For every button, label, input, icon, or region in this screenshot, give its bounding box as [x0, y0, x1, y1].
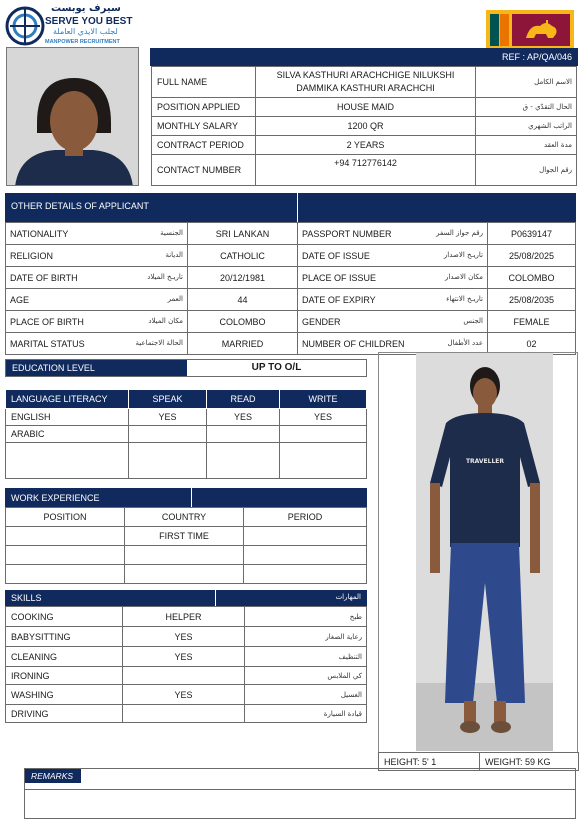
work-position	[6, 527, 125, 546]
summary-value: 2 YEARS	[256, 136, 476, 155]
language-name: ARABIC	[6, 426, 129, 443]
detail-value: 20/12/1981	[188, 267, 298, 289]
height-value: HEIGHT: 5' 1	[379, 753, 480, 771]
summary-row	[152, 117, 577, 136]
weight-value: WEIGHT: 59 KG	[480, 753, 579, 771]
skill-value: YES	[123, 647, 245, 667]
detail-label: AGE العمر	[6, 289, 188, 311]
summary-row	[152, 136, 577, 155]
language-header: LANGUAGE LITERACY	[6, 390, 129, 409]
detail-value: P0639147	[488, 223, 576, 245]
remarks-label: REMARKS	[25, 769, 81, 783]
summary-arabic-label: الراتب الشهري	[476, 117, 577, 136]
skill-value: YES	[123, 627, 245, 647]
speak-header: SPEAK	[129, 390, 207, 409]
skill-name: BABYSITTING	[6, 627, 123, 647]
write-value: YES	[280, 409, 367, 426]
summary-row	[152, 67, 577, 98]
skill-name: IRONING	[6, 667, 123, 685]
detail-value: 44	[188, 289, 298, 311]
skill-row	[6, 685, 367, 705]
globe-icon	[5, 6, 45, 46]
detail-value: COLOMBO	[488, 267, 576, 289]
skill-arabic: قيادة السيارة	[245, 705, 367, 723]
skills-header	[5, 590, 367, 606]
skill-arabic: طبخ	[245, 607, 367, 627]
skill-value	[123, 667, 245, 685]
ref-number: REF : AP/QA/046	[501, 52, 572, 62]
work-row	[6, 565, 367, 584]
summary-arabic-label: رقم الجوال	[476, 155, 577, 186]
summary-value: 1200 QR	[256, 117, 476, 136]
summary-arabic-label: الحال التقدّي - ق	[476, 98, 577, 117]
company-logo	[5, 4, 145, 48]
logo-arabic-sub: لجلب الايدي العاملة	[53, 27, 118, 36]
summary-label: CONTRACT PERIOD	[152, 136, 256, 155]
skill-row	[6, 627, 367, 647]
skills-table	[5, 606, 367, 723]
other-details-header	[5, 193, 576, 222]
language-header-row	[6, 390, 367, 409]
detail-label: DATE OF ISSUE تاريـخ الاصدار	[298, 245, 488, 267]
summary-table	[151, 66, 577, 186]
applicant-portrait-photo	[6, 47, 139, 186]
detail-label: NUMBER OF CHILDREN عدد الأطفال	[298, 333, 488, 355]
write-value	[280, 426, 367, 443]
detail-value: MARRIED	[188, 333, 298, 355]
skill-name: CLEANING	[6, 647, 123, 667]
skill-name: WASHING	[6, 685, 123, 705]
skill-row	[6, 647, 367, 667]
work-experience-table	[5, 507, 367, 584]
detail-label: GENDER الجنس	[298, 311, 488, 333]
summary-label: FULL NAME	[152, 67, 256, 98]
detail-value: COLOMBO	[188, 311, 298, 333]
summary-value: HOUSE MAID	[256, 98, 476, 117]
period-header: PERIOD	[244, 508, 367, 527]
work-row	[6, 546, 367, 565]
detail-label: PLACE OF BIRTH مكان الميلاد	[6, 311, 188, 333]
work-row	[6, 527, 367, 546]
other-details-row	[6, 289, 576, 311]
other-details-title: OTHER DETAILS OF APPLICANT	[11, 201, 149, 211]
speak-value: YES	[129, 409, 207, 426]
work-experience-title: WORK EXPERIENCE	[11, 493, 100, 503]
summary-row	[152, 98, 577, 117]
detail-value: CATHOLIC	[188, 245, 298, 267]
read-value	[207, 426, 280, 443]
skill-name: DRIVING	[6, 705, 123, 723]
other-details-row	[6, 267, 576, 289]
logo-name: SERVE YOU BEST	[45, 16, 133, 27]
language-row	[6, 409, 367, 426]
summary-arabic-label: الاسم الكامل	[476, 67, 577, 98]
summary-value: +94 712776142	[256, 155, 476, 186]
logo-tagline: MANPOWER RECRUITMENT	[45, 39, 120, 45]
detail-value: 25/08/2035	[488, 289, 576, 311]
detail-label: PASSPORT NUMBER رقم جواز السفر	[298, 223, 488, 245]
work-period	[244, 527, 367, 546]
language-row	[6, 426, 367, 443]
skill-row	[6, 705, 367, 723]
education-label: EDUCATION LEVEL	[6, 360, 187, 376]
detail-label: RELIGION الديانة	[6, 245, 188, 267]
skill-value	[123, 705, 245, 723]
detail-label: DATE OF BIRTH تاريـخ الميلاد	[6, 267, 188, 289]
skill-arabic: كي الملابس	[245, 667, 367, 685]
education-value: UP TO O/L	[251, 362, 302, 373]
summary-arabic-label: مدة العقد	[476, 136, 577, 155]
country-header: COUNTRY	[125, 508, 244, 527]
other-details-table	[5, 222, 576, 355]
language-row	[6, 443, 367, 479]
education-row	[5, 359, 367, 377]
work-country: FIRST TIME	[125, 527, 244, 546]
summary-row	[152, 155, 577, 186]
skill-row	[6, 667, 367, 685]
skill-name: COOKING	[6, 607, 123, 627]
write-header: WRITE	[280, 390, 367, 409]
detail-label: PLACE OF ISSUE مكان الاصدار	[298, 267, 488, 289]
other-details-row	[6, 223, 576, 245]
summary-label: CONTACT NUMBER	[152, 155, 256, 186]
ref-bar	[150, 48, 578, 66]
sri-lanka-flag-icon	[486, 10, 574, 50]
shirt-print: TRAVELLER	[465, 458, 505, 465]
skill-value: YES	[123, 685, 245, 705]
detail-label: DATE OF EXPIRY تاريـخ الانتهاء	[298, 289, 488, 311]
read-value: YES	[207, 409, 280, 426]
skill-row	[6, 607, 367, 627]
summary-label: MONTHLY SALARY	[152, 117, 256, 136]
detail-label: NATIONALITY الجنسية	[6, 223, 188, 245]
detail-label: MARITAL STATUS الحالة الاجتماعية	[6, 333, 188, 355]
speak-value	[129, 426, 207, 443]
other-details-row	[6, 245, 576, 267]
skill-value: HELPER	[123, 607, 245, 627]
skill-arabic: التنظيف	[245, 647, 367, 667]
position-header: POSITION	[6, 508, 125, 527]
full-body-photo-frame	[378, 352, 578, 752]
work-experience-header	[5, 488, 367, 507]
skills-title: SKILLS	[11, 593, 42, 603]
detail-value: 25/08/2025	[488, 245, 576, 267]
skill-arabic: الغسيل	[245, 685, 367, 705]
summary-label: POSITION APPLIED	[152, 98, 256, 117]
logo-arabic: سيرف يوبست	[51, 3, 121, 14]
remarks-box	[24, 768, 576, 819]
summary-value: SILVA KASTHURI ARACHCHIGE NILUKSHI DAMMIKA KASTHURI ARACHCHI	[256, 67, 476, 98]
detail-value: FEMALE	[488, 311, 576, 333]
skills-title-arabic: المهارات	[335, 593, 361, 601]
skill-arabic: رعاية الصغار	[245, 627, 367, 647]
work-header-row	[6, 508, 367, 527]
other-details-row	[6, 311, 576, 333]
detail-value: SRI LANKAN	[188, 223, 298, 245]
applicant-full-body-photo	[416, 353, 553, 751]
language-table	[5, 389, 367, 479]
read-header: READ	[207, 390, 280, 409]
language-name: ENGLISH	[6, 409, 129, 426]
detail-value: 02	[488, 333, 576, 355]
